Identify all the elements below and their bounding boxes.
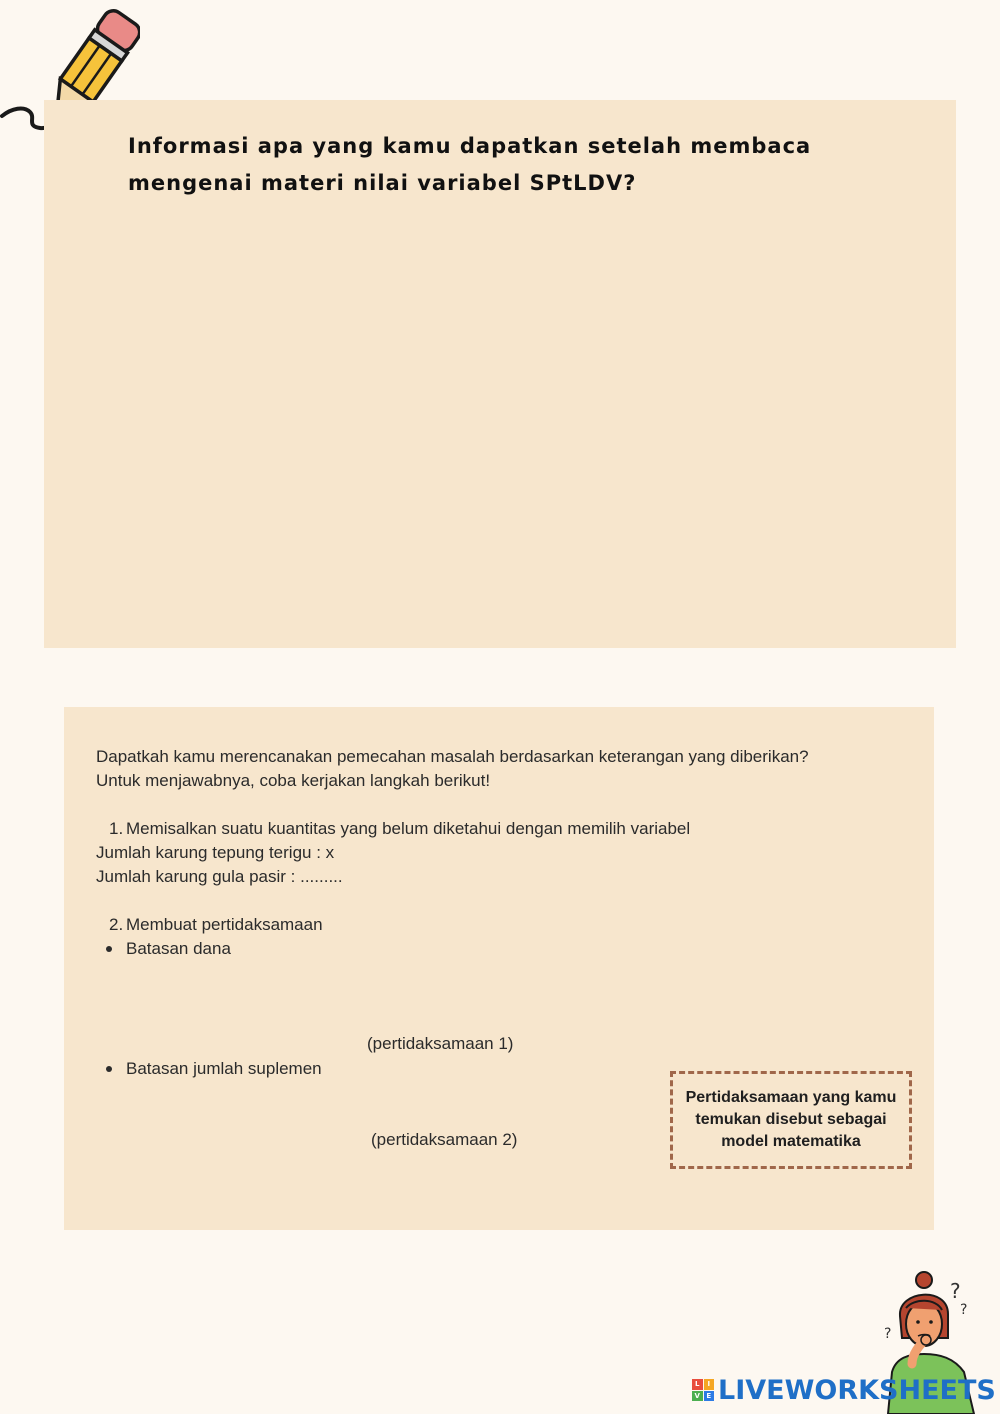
bullet-dot [106, 1066, 112, 1072]
step-1-number: 1. [109, 819, 124, 838]
bullet-item-dana: Batasan dana [126, 939, 231, 958]
inequality-2-label: (pertidaksamaan 2) [371, 1130, 518, 1149]
intro-line-1: Dapatkah kamu merencanakan pemecahan masalah berdasarkan keterangan yang diberikan? [96, 747, 809, 766]
intro-line-2: Untuk menjawabnya, coba kerjakan langkah berikut! [96, 771, 491, 790]
note-text: Pertidaksamaan yang kamu temukan disebut sebagai model matematika [685, 1089, 897, 1150]
liveworksheets-logo[interactable] [692, 1372, 996, 1408]
logo-letter-e: E [704, 1391, 715, 1402]
logo-letter-l: L [692, 1379, 703, 1390]
bullet-dot [106, 946, 112, 952]
svg-text:?: ? [884, 1326, 892, 1342]
svg-text:?: ? [950, 1279, 961, 1303]
step-1-text: Memisalkan suatu kuantitas yang belum diketahui dengan memilih variabel [126, 819, 691, 838]
inequality-1-label: (pertidaksamaan 1) [367, 1034, 514, 1053]
liveworksheets-logo-text: LIVEWORKSHEETS [718, 1374, 996, 1406]
variable-line-1: Jumlah karung tepung terigu : x [96, 843, 335, 862]
step-2-number: 2. [109, 915, 124, 934]
note-box [670, 1071, 912, 1169]
liveworksheets-logo-icon [692, 1379, 714, 1401]
svg-text:?: ? [960, 1302, 968, 1318]
logo-letter-v: V [692, 1391, 703, 1402]
variable-line-2: Jumlah karung gula pasir : ......... [96, 867, 343, 886]
step-2-text: Membuat pertidaksamaan [126, 915, 323, 934]
question-text: Informasi apa yang kamu dapatkan setelah membaca mengenai materi nilai variabel SPtLDV? [128, 134, 812, 195]
logo-letter-i: I [704, 1379, 715, 1390]
bullet-item-suplemen: Batasan jumlah suplemen [126, 1059, 322, 1078]
